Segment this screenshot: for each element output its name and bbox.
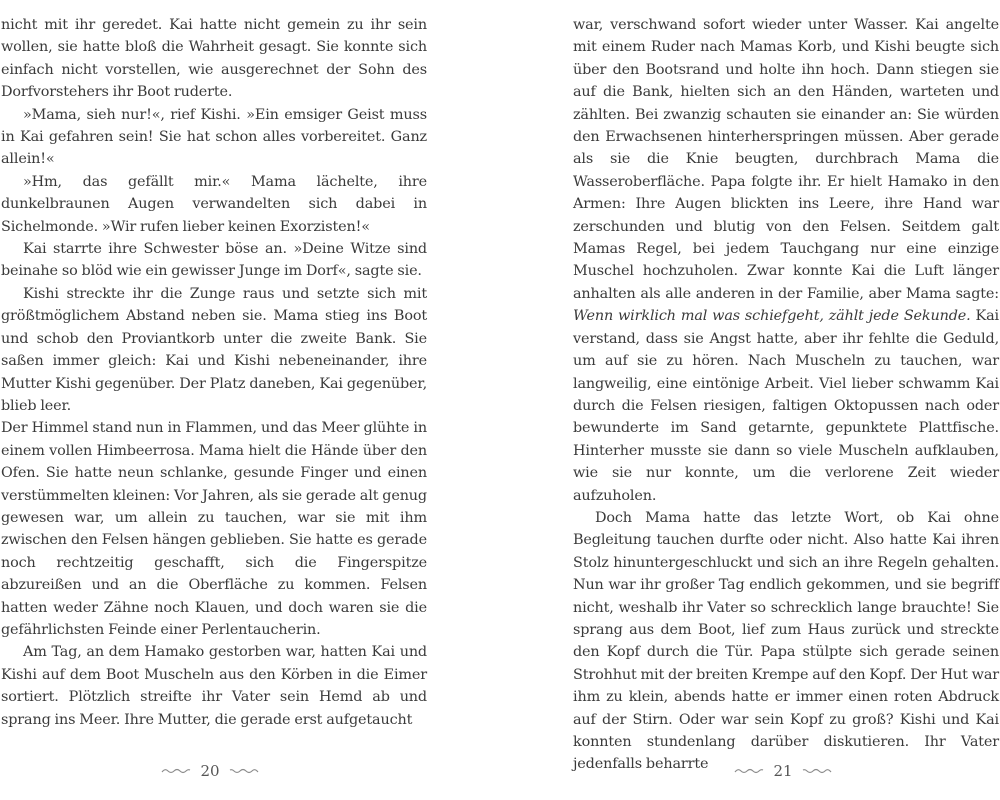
paragraph: Am Tag, an dem Hamako gestorben war, hatten Kai und Kishi auf dem Boot Muscheln aus den Körben in die Eimer sortiert. Plötzlich streifte ihr Vater sein Hemd ab und sprang ins Meer. Ihre Mutter, die gerade erst aufgetaucht [1,644,427,728]
paragraph-text: Kai verstand, dass sie Angst hatte, aber ihr fehlte die Geduld, um auf sie zu hören. Nach Muscheln zu tauchen, war langweilig, eine eintönige Arbeit. Viel lieber schwamm Kai durch die Felsen riesigen, faltigen Oktopussen nach oder bewunderte im Sand getarnte, gepunktete Plattfische. Hinterher musste sie dann so viele Muscheln aufklauben, wie sie nur konnte, um die verlorene Zeit wieder aufzuholen. [573,308,999,504]
paragraph: Kishi streckte ihr die Zunge raus und setzte sich mit größtmöglichem Abstand neben sie. Mama stieg ins Boot und schob den Proviantkorb unter die zweite Bank. Sie saßen immer gleich: Kai und Kishi nebeneinander, ihre Mutter Kishi gegenüber. Der Platz daneben, Kai gegenüber, blieb leer. [1,285,427,414]
page-number: 21 [773,762,793,780]
italic-quote: Wenn wirklich mal was schiefgeht, zählt jede Sekunde. [573,308,971,325]
paragraph: »Hm, das gefällt mir.« Mama lächelte, ihre dunkelbraunen Augen verwandelten sich dabei in Sichelmonde. »Wir rufen lieber keinen Exorzisten!« [1,173,427,235]
page-number: 20 [200,762,220,780]
paragraph-text: war, verschwand sofort wieder unter Wasser. Kai angelte mit einem Ruder nach Mamas Korb, und Kishi beugte sich über den Bootsrand und holte ihn hoch. Dann stiegen sie auf die Bank, hielten sich an den Händen, warteten und zählten. Bei zwanzig schauten sie einander an: Sie würden den Erwachsenen hinterherspringen müssen. Aber gerade als sie die Knie beugten, durchbrach Mama die Wasseroberfläche. Papa folgte ihr. Er hielt Hamako in den Armen: Ihre Augen blickten ins Leere, ihre Hand war zerschunden und blutig von den Felsen. Seitdem galt Mamas Regel, bei jedem Tauchgang nur eine einzige Muschel hochzuholen. Zwar konnte Kai die Luft länger anhalten als alle anderen in der Familie, aber Mama sagte: [573,17,999,302]
paragraph: Der Himmel stand nun in Flammen, und das Meer glühte in einem vollen Himbeerrosa. Mama hielt die Hände über den Ofen. Sie hatte neun schlanke, gesunde Finger und einen verstümmelten kleinen: Vor Jahren, als sie gerade alt genug gewesen war, um allein zu tauchen, war sie mit ihm zwischen den Felsen hängen geblieben. Sie hatte es gerade noch rechtzeitig geschafft, sich die Fingerspitze abzureißen und an die Oberfläche zu kommen. Felsen hatten weder Zähne noch Klauen, und doch waren sie die gefährlichsten Feinde einer Perlentaucherin. [1,420,427,638]
paragraph: »Mama, sieh nur!«, rief Kishi. »Ein emsiger Geist muss in Kai gefahren sein! Sie hat schon alles vorbereitet. Ganz allein!« [1,106,427,168]
paragraph: Doch Mama hatte das letzte Wort, ob Kai ohne Begleitung tauchen durfte oder nicht. Also hatte Kai ihren Stolz hinuntergeschluckt und sich an ihre Regeln gehalten. Nun war ihr großer Tag endlich gekommen, und sie begriff nicht, weshalb ihr Vater so schrecklich lange brauchte! Sie sprang aus dem Boot, lief zum Haus zurück und streckte den Kopf durch die Tür. Papa stülpte sich gerade seinen Strohhut mit der breiten Krempe auf den Kopf. Der Hut war ihm zu klein, abends hatte er immer einen roten Abdruck auf der Stirn. Oder war sein Kopf zu groß? Kishi und Kai konnten stundenlang darüber diskutieren. Ihr Vater jedenfalls beharrte [573,509,1000,773]
wave-flourish-icon [161,767,191,775]
paragraph: nicht mit ihr geredet. Kai hatte nicht gemein zu ihr sein wollen, sie hatte bloß die Wahrheit gesagt. Sie konnte sich einfach nicht vorstellen, wie ausgerechnet der Sohn des Dorfvorstehers ihr Boot ruderte. [1,17,427,101]
page-footer-left [150,762,270,780]
paragraph: Kai starrte ihre Schwester böse an. »Deine Witze sind beinahe so blöd wie ein gewisser Junge im Dorf«, sagte sie. [1,241,427,280]
wave-flourish-icon [229,767,259,775]
wave-flourish-icon [734,767,764,775]
left-page [1,14,427,734]
page-footer-right [723,762,843,780]
paragraph [573,14,999,507]
wave-flourish-icon [802,767,832,775]
